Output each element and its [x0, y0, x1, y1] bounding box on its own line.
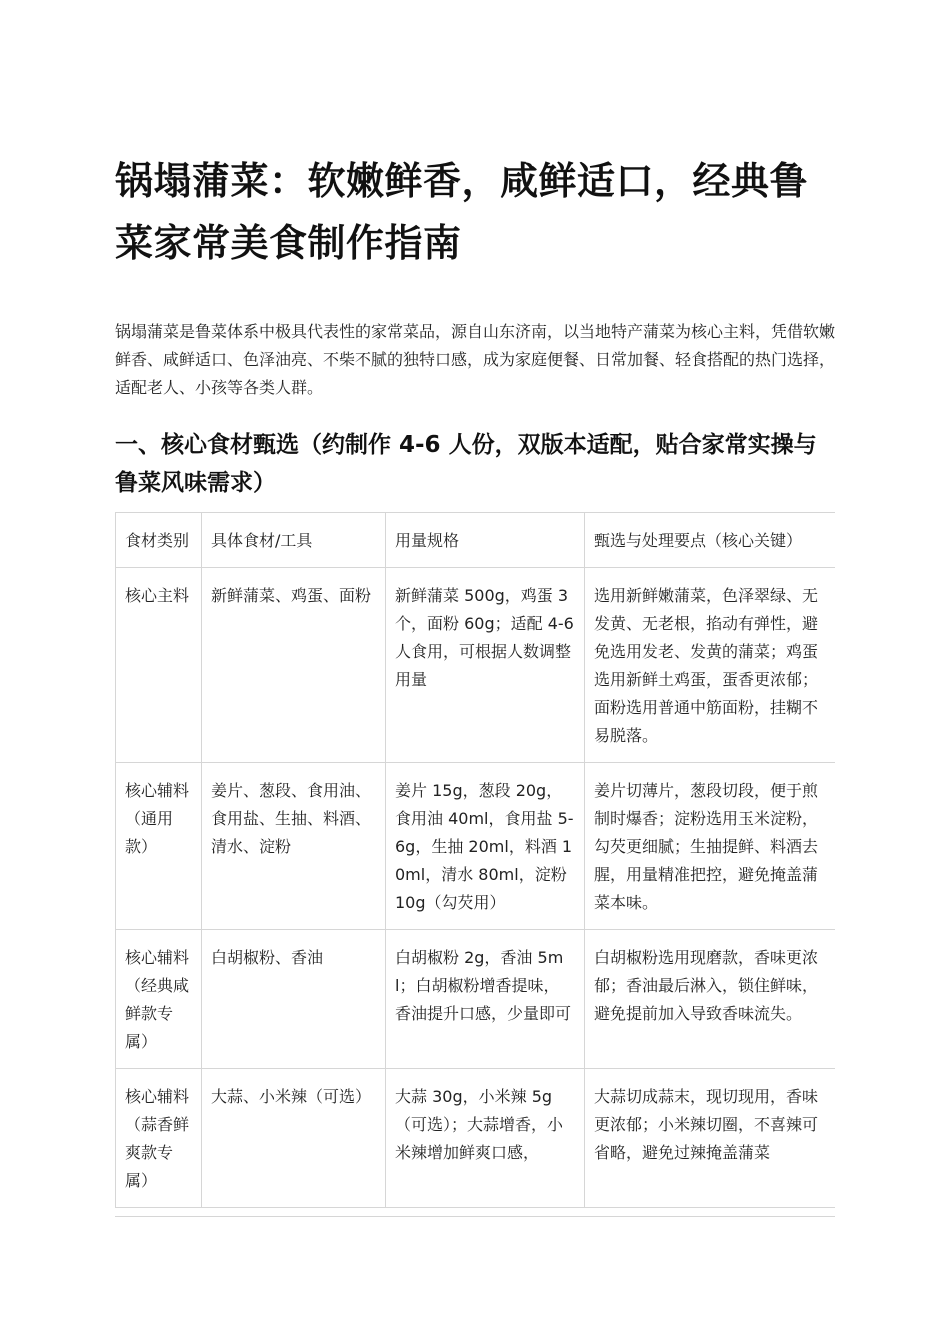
cell-tips: 选用新鲜嫩蒲菜，色泽翠绿、无发黄、无老根，掐动有弹性，避免选用发老、发黄的蒲菜；鸡蛋选用新鲜土鸡蛋，蛋香更浓郁；面粉选用普通中筋面粉，挂糊不易脱落。 — [585, 568, 836, 763]
cell-items: 新鲜蒲菜、鸡蛋、面粉 — [202, 568, 386, 763]
page-title: 锅塌蒲菜：软嫩鲜香，咸鲜适口，经典鲁菜家常美食制作指南 — [115, 159, 809, 265]
document-page — [115, 150, 835, 1217]
cell-items: 白胡椒粉、香油 — [202, 930, 386, 1069]
cell-amount: 白胡椒粉 2g，香油 5ml；白胡椒粉增香提味，香油提升口感，少量即可 — [386, 930, 585, 1069]
cell-category: 核心辅料（通用款） — [116, 763, 202, 930]
ingredients-table-container — [115, 512, 835, 1217]
header-category: 食材类别 — [116, 513, 202, 568]
cell-category: 核心辅料（经典咸鲜款专属） — [116, 930, 202, 1069]
cell-category: 核心主料 — [116, 568, 202, 763]
table-row — [116, 763, 836, 930]
table-header-row — [116, 513, 836, 568]
cell-tips: 姜片切薄片，葱段切段，便于煎制时爆香；淀粉选用玉米淀粉，勾芡更细腻；生抽提鲜、料酒去腥，用量精准把控，避免掩盖蒲菜本味。 — [585, 763, 836, 930]
header-tips: 甄选与处理要点（核心关键） — [585, 513, 836, 568]
table-row — [116, 930, 836, 1069]
intro-paragraph: 锅塌蒲菜是鲁菜体系中极具代表性的家常菜品，源自山东济南，以当地特产蒲菜为核心主料，凭借软嫩鲜香、咸鲜适口、色泽油亮、不柴不腻的独特口感，成为家庭便餐、日常加餐、轻食搭配的热门选择，适配老人、小孩等各类人群。 — [115, 322, 836, 397]
cell-tips: 大蒜切成蒜末，现切现用，香味更浓郁；小米辣切圈，不喜辣可省略，避免过辣掩盖蒲菜 — [585, 1069, 836, 1208]
header-amount: 用量规格 — [386, 513, 585, 568]
table-row — [116, 568, 836, 763]
section-heading-ingredients: 一、核心食材甄选（约制作 4-6 人份，双版本适配，贴合家常实操与鲁菜风味需求） — [115, 432, 817, 496]
cell-amount: 姜片 15g，葱段 20g，食用油 40ml，食用盐 5-6g，生抽 20ml，料酒 10ml，清水 80ml，淀粉 10g（勾芡用） — [386, 763, 585, 930]
cell-tips: 白胡椒粉选用现磨款，香味更浓郁；香油最后淋入，锁住鲜味，避免提前加入导致香味流失。 — [585, 930, 836, 1069]
cell-amount: 大蒜 30g，小米辣 5g（可选）；大蒜增香，小米辣增加鲜爽口感， — [386, 1069, 585, 1208]
header-items: 具体食材/工具 — [202, 513, 386, 568]
ingredients-table — [115, 512, 835, 1208]
cell-items: 姜片、葱段、食用油、食用盐、生抽、料酒、清水、淀粉 — [202, 763, 386, 930]
cell-category: 核心辅料（蒜香鲜爽款专属） — [116, 1069, 202, 1208]
cell-amount: 新鲜蒲菜 500g，鸡蛋 3 个，面粉 60g；适配 4-6 人食用，可根据人数调整用量 — [386, 568, 585, 763]
table-row — [116, 1069, 836, 1208]
cell-items: 大蒜、小米辣（可选） — [202, 1069, 386, 1208]
